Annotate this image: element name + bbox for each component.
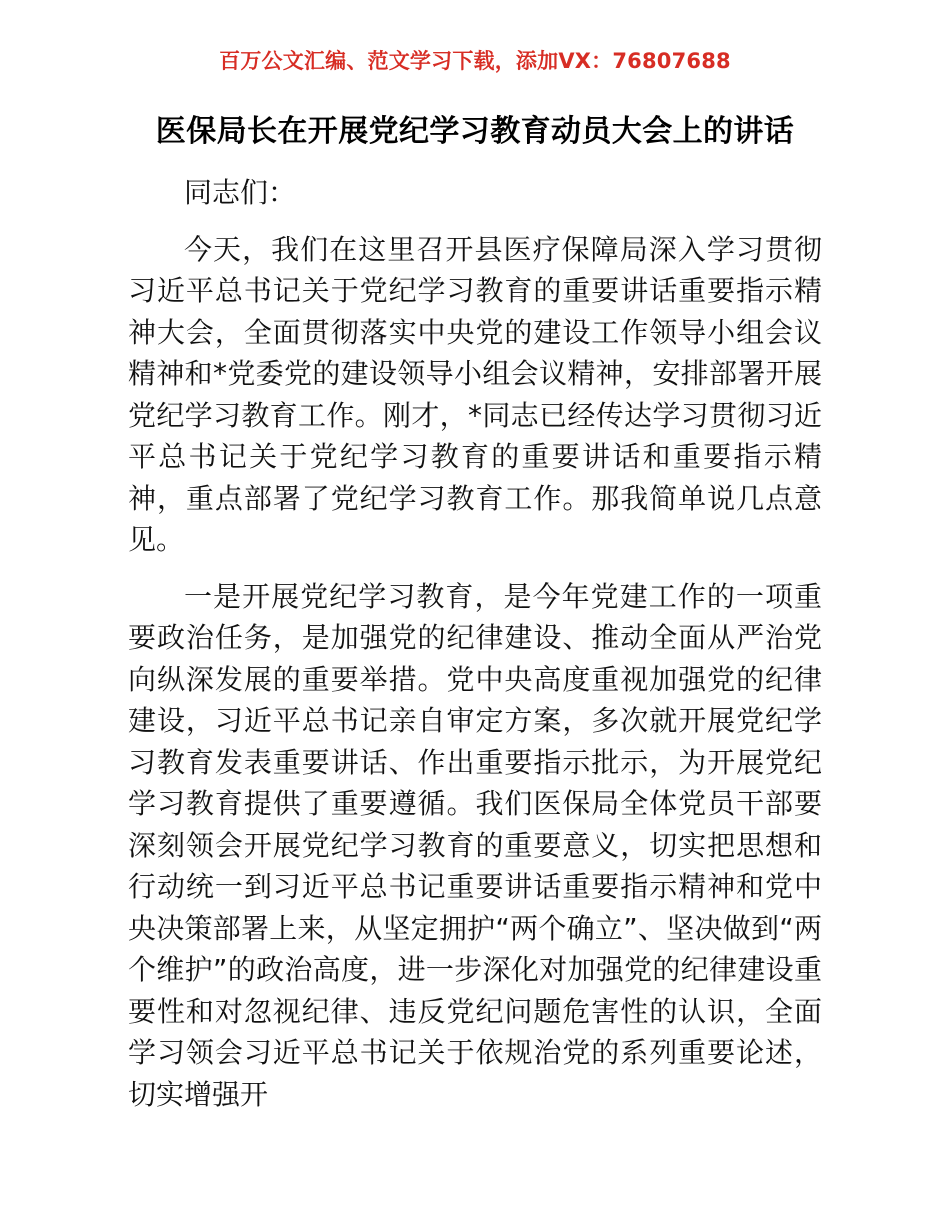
- promo-watermark-text: 百万公文汇编、范文学习下载，添加VX：76807688: [219, 49, 731, 73]
- document-content: [128, 110, 822, 1115]
- paragraph-1: 今天，我们在这里召开县医疗保障局深入学习贯彻习近平总书记关于党纪学习教育的重要讲话重要指示精神大会，全面贯彻落实中央党的建设工作领导小组会议精神和*党委党的建设领导小组会议精神，安排部署开展党纪学习教育工作。刚才，*同志已经传达学习贯彻习近平总书记关于党纪学习教育的重要讲话和重要指示精神，重点部署了党纪学习教育工作。那我简单说几点意见。: [128, 232, 822, 556]
- paragraph-salutation: 同志们：: [184, 176, 297, 209]
- paragraph-2: 一是开展党纪学习教育，是今年党建工作的一项重要政治任务，是加强党的纪律建设、推动全面从严治党向纵深发展的重要举措。党中央高度重视加强党的纪律建设，习近平总书记亲自审定方案，多次就开展党纪学习教育发表重要讲话、作出重要指示批示，为开展党纪学习教育提供了重要遵循。我们医保局全体党员干部要深刻领会开展党纪学习教育的重要意义，切实把思想和行动统一到习近平总书记重要讲话重要指示精神和党中央决策部署上来，从坚定拥护“两个确立”、坚决做到“两个维护”的政治高度，进一步深化对加强党的纪律建设重要性和对忽视纪律、违反党纪问题危害性的认识，全面学习领会习近平总书记关于依规治党的系列重要论述，切实增强开: [128, 579, 822, 1111]
- document-body: [128, 172, 822, 1115]
- page-title: 医保局长在开展党纪学习教育动员大会上的讲话: [155, 114, 795, 149]
